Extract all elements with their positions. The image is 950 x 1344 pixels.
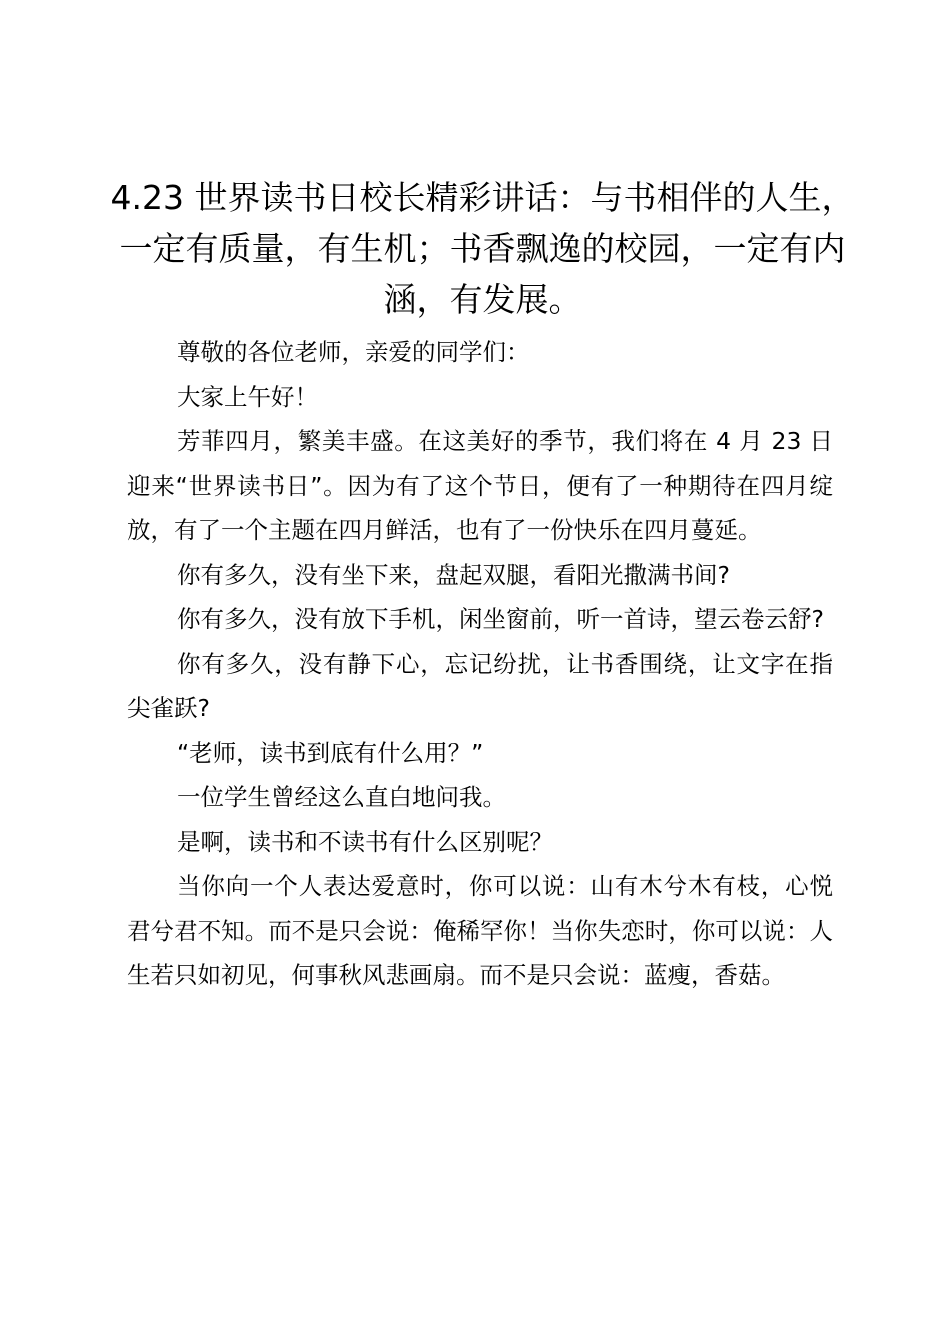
paragraph: 你有多久，没有放下手机，闲坐窗前，听一首诗，望云卷云舒?: [177, 605, 824, 633]
paragraph: 当你向一个人表达爱意时，你可以说：山有木兮木有枝，心悦君兮君不知。而不是只会说：俺稀罕你！当你失恋时，你可以说：人生若只如初见，何事秋风悲画扇。而不是只会说：蓝瘦，香菇。: [127, 872, 833, 989]
paragraph: 大家上午好！: [177, 382, 318, 411]
paragraph: 尊敬的各位老师，亲爱的同学们：: [177, 338, 530, 366]
paragraph: 一位学生曾经这么直白地问我。: [177, 783, 506, 811]
document-title: 4.23 世界读书日校长精彩讲话：与书相伴的人生，一定有质量，有生机；书香飘逸的校园，一定有内涵，有发展。: [110, 178, 855, 319]
paragraph: 你有多久，没有坐下来，盘起双腿，看阳光撒满书间?: [177, 560, 730, 589]
paragraph: 是啊，读书和不读书有什么区别呢？: [177, 827, 553, 856]
paragraph: 你有多久，没有静下心，忘记纷扰，让书香围绕，让文字在指尖雀跃?: [127, 649, 833, 722]
document-body: [127, 330, 833, 998]
paragraph: 芳菲四月，繁美丰盛。在这美好的季节，我们将在 4 月 23 日迎来“世界读书日”。因为有了这个节日，便有了一种期待在四月绽放，有了一个主题在四月鲜活，也有了一份快乐在四月蔓延。: [127, 427, 833, 544]
paragraph: “老师，读书到底有什么用？”: [177, 738, 484, 767]
